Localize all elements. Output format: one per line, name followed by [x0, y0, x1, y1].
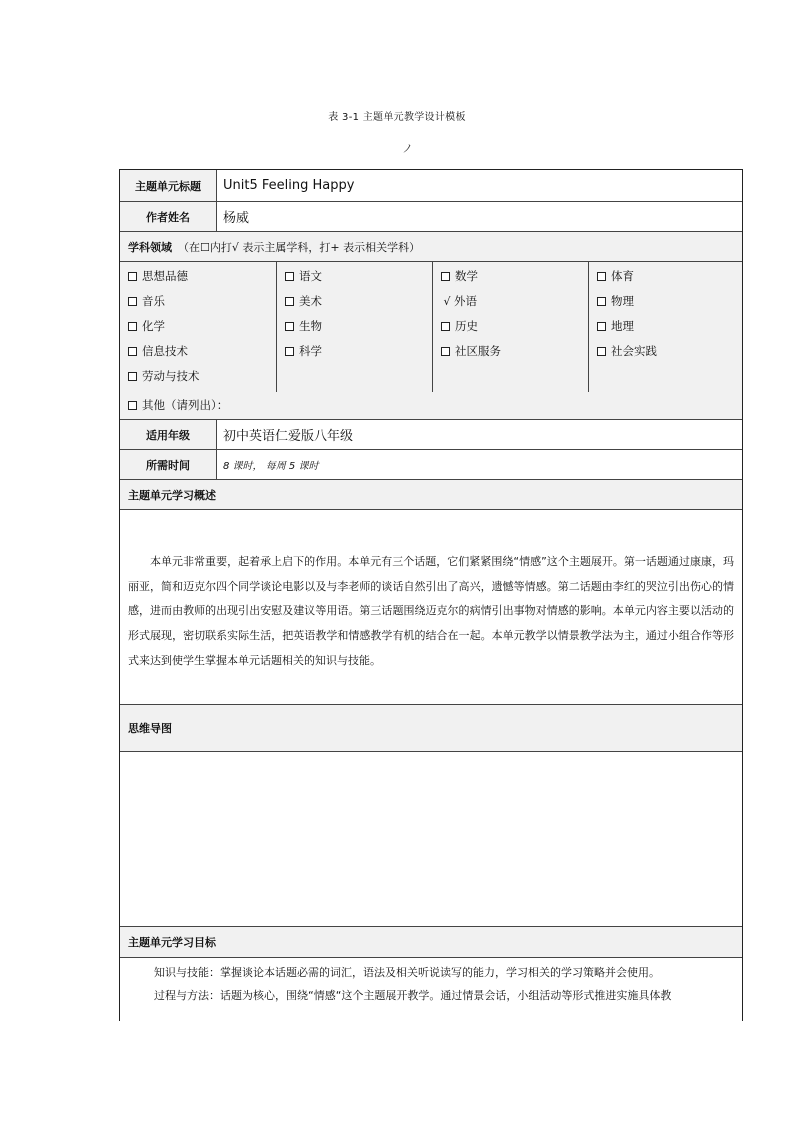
subject-label: 思想品德: [142, 269, 188, 283]
subject-header: 学科领域: [128, 240, 172, 254]
subject-column-2: [277, 262, 433, 392]
other-label: 其他（请列出）：: [142, 398, 229, 412]
mindmap-header: 思维导图: [128, 722, 172, 735]
subject-label: 美术: [299, 294, 322, 308]
checkbox-icon[interactable]: [128, 272, 137, 281]
checkbox-icon[interactable]: [128, 322, 137, 331]
author-value: 杨威: [223, 211, 250, 226]
checkmark-icon[interactable]: √: [443, 294, 451, 308]
subject-label: 化学: [142, 319, 165, 333]
subject-label: 社区服务: [455, 344, 501, 358]
checkbox-icon[interactable]: [128, 297, 137, 306]
time-label: 所需时间: [120, 450, 217, 479]
table-caption: 表 3-1 主题单元教学设计模板: [328, 112, 466, 123]
subject-column-1: [120, 262, 277, 392]
subject-label: 地理: [611, 319, 634, 333]
stray-mark: ノ: [402, 142, 413, 155]
overview-body: [120, 510, 742, 705]
subject-label: 语文: [299, 269, 322, 283]
subject-label: 数学: [455, 269, 478, 283]
checkbox-icon[interactable]: [597, 347, 606, 356]
goals-body: [120, 958, 742, 1022]
checkbox-icon[interactable]: [441, 272, 450, 281]
subject-label: 物理: [611, 294, 634, 308]
subject-label: 音乐: [142, 294, 165, 308]
subject-label: 科学: [299, 344, 322, 358]
checkbox-icon[interactable]: [128, 401, 137, 410]
checkbox-icon[interactable]: [597, 272, 606, 281]
subject-label: 历史: [455, 319, 478, 333]
time-value: 8 课时， 每周 5 课时: [223, 461, 319, 472]
checkbox-icon[interactable]: [285, 297, 294, 306]
subject-column-4: [589, 262, 744, 392]
subject-label: 体育: [611, 269, 634, 283]
subject-header-row: [120, 232, 742, 262]
title-value: Unit5 Feeling Happy: [223, 178, 355, 193]
mindmap-body: [120, 752, 742, 927]
goals-header-row: [120, 927, 742, 958]
overview-header: 主题单元学习概述: [128, 488, 216, 502]
subject-column-3: [433, 262, 589, 392]
subject-label: 生物: [299, 319, 322, 333]
goals-header: 主题单元学习目标: [128, 936, 216, 949]
checkbox-icon[interactable]: [597, 322, 606, 331]
lesson-plan-form: [119, 169, 743, 1021]
subject-label: 劳动与技术: [142, 369, 200, 383]
grade-value: 初中英语仁爱版八年级: [223, 429, 354, 444]
checkbox-icon[interactable]: [441, 322, 450, 331]
checkbox-icon[interactable]: [128, 347, 137, 356]
subject-label: 信息技术: [142, 344, 188, 358]
goal-process: 过程与方法：话题为核心，围绕“情感“这个主题展开教学。通过情景会话，小组活动等形式推进实施具体教: [154, 989, 672, 1002]
title-label: 主题单元标题: [120, 170, 217, 201]
grade-label: 适用年级: [120, 420, 217, 449]
author-label: 作者姓名: [120, 202, 217, 231]
overview-text: 本单元非常重要，起着承上启下的作用。本单元有三个话题，它们紧紧围绕“情感”这个主题展开。第一话题通过康康，玛丽亚，简和迈克尔四个同学谈论电影以及与李老师的谈话自然引出了高兴，遗憾等情感。第二话题由李红的哭泣引出伤心的情感，进而由教师的出现引出安慰及建议等用语。第三话题围绕迈克尔的病情引出事物对情感的影响。本单元内容主要以活动的形式展现，密切联系实际生活，把英语教学和情感教学有机的结合在一起。本单元教学以情景教学法为主，通过小组合作等形式来达到使学生掌握本单元话题相关的知识与技能。: [128, 555, 734, 667]
author-row: [120, 202, 742, 232]
title-row: [120, 170, 742, 202]
other-subject: [128, 397, 228, 413]
grade-row: [120, 420, 742, 450]
subject-label-checked: 外语: [454, 294, 477, 308]
subject-label: 社会实践: [611, 344, 657, 358]
checkbox-icon[interactable]: [285, 272, 294, 281]
goal-knowledge: 知识与技能：掌握谈论本话题必需的词汇，语法及相关听说读写的能力，学习相关的学习策略并会使用。: [154, 966, 660, 979]
subject-grid: [120, 262, 742, 420]
checkbox-icon[interactable]: [441, 347, 450, 356]
checkbox-icon[interactable]: [597, 297, 606, 306]
checkbox-icon[interactable]: [285, 347, 294, 356]
subject-note: （在☐内打√ 表示主属学科，打+ 表示相关学科）: [178, 240, 421, 254]
overview-header-row: [120, 480, 742, 510]
checkbox-icon[interactable]: [128, 372, 137, 381]
checkbox-icon[interactable]: [285, 322, 294, 331]
mindmap-header-row: [120, 705, 742, 752]
time-row: [120, 450, 742, 480]
